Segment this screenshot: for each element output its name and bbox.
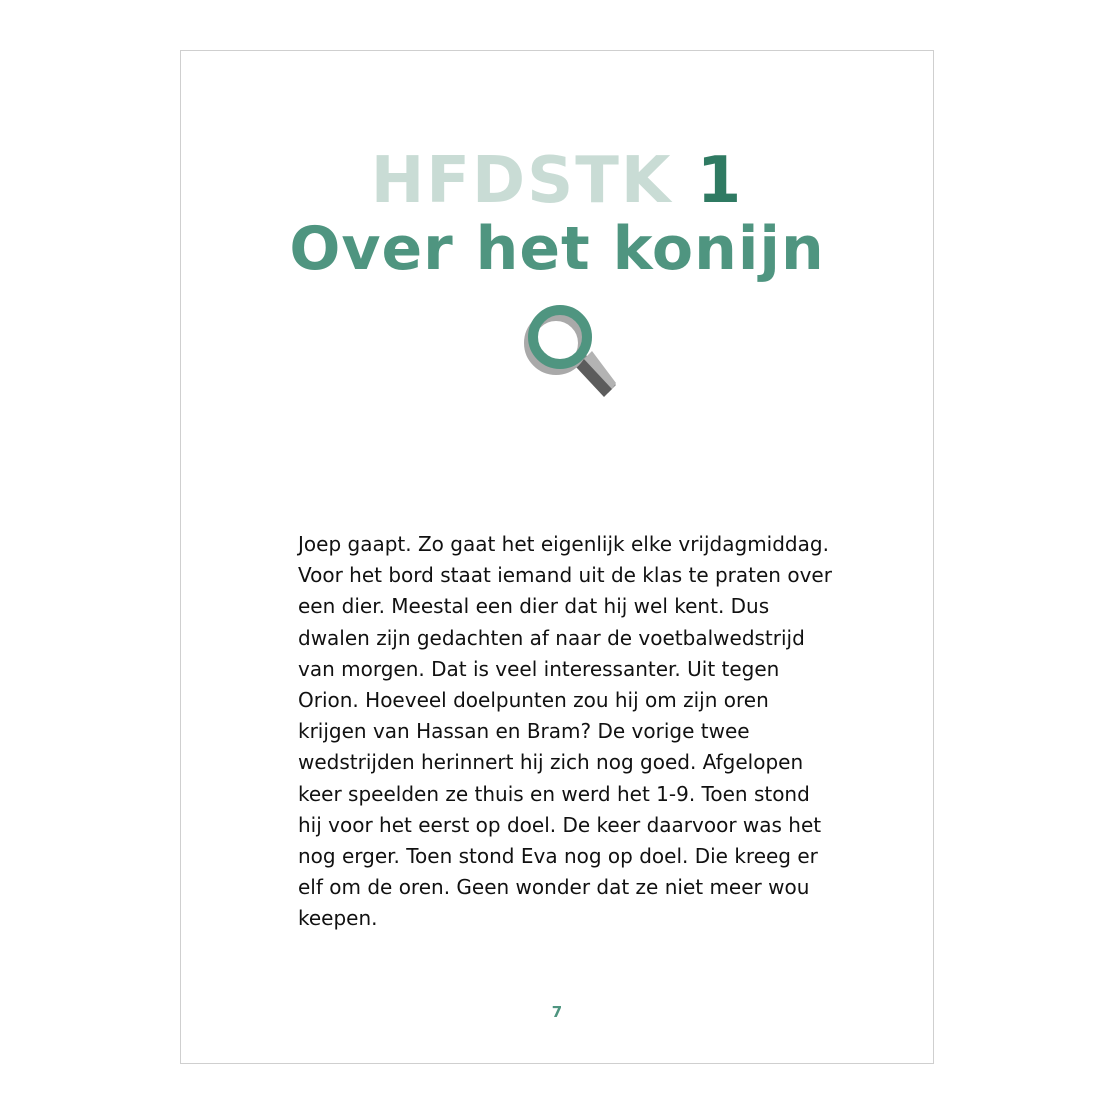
chapter-body-text: Joep gaapt. Zo gaat het eigenlijk elke vrijdagmiddag. Voor het bord staat iemand uit de klas te praten over een dier. Meestal een dier dat hij wel kent. Dus dwalen zijn gedachten af naar de voetbalwedstrijd van morgen. Dat is veel interessanter. Uit tegen Orion. Hoeveel doelpunten zou hij om zijn oren krijgen van Hassan en Bram? De vorige twee wedstrijden herinnert hij zich nog goed. Afgelopen keer speelden ze thuis en werd het 1-9. Toen stond hij voor het eerst op doel. De keer daarvoor was het nog erger. Toen stond Eva nog op doel. Die kreeg er elf om de oren. Geen wonder dat ze niet meer wou keepen. — [298, 532, 832, 931]
chapter-number: 1 — [696, 144, 744, 218]
chapter-label — [181, 143, 933, 219]
chapter-title: Over het konijn — [289, 214, 825, 284]
page-number: 7 — [551, 1003, 563, 1021]
magnifying-glass-icon — [516, 299, 626, 409]
book-page — [180, 50, 934, 1064]
chapter-label-word: HFDSTK — [370, 144, 673, 218]
